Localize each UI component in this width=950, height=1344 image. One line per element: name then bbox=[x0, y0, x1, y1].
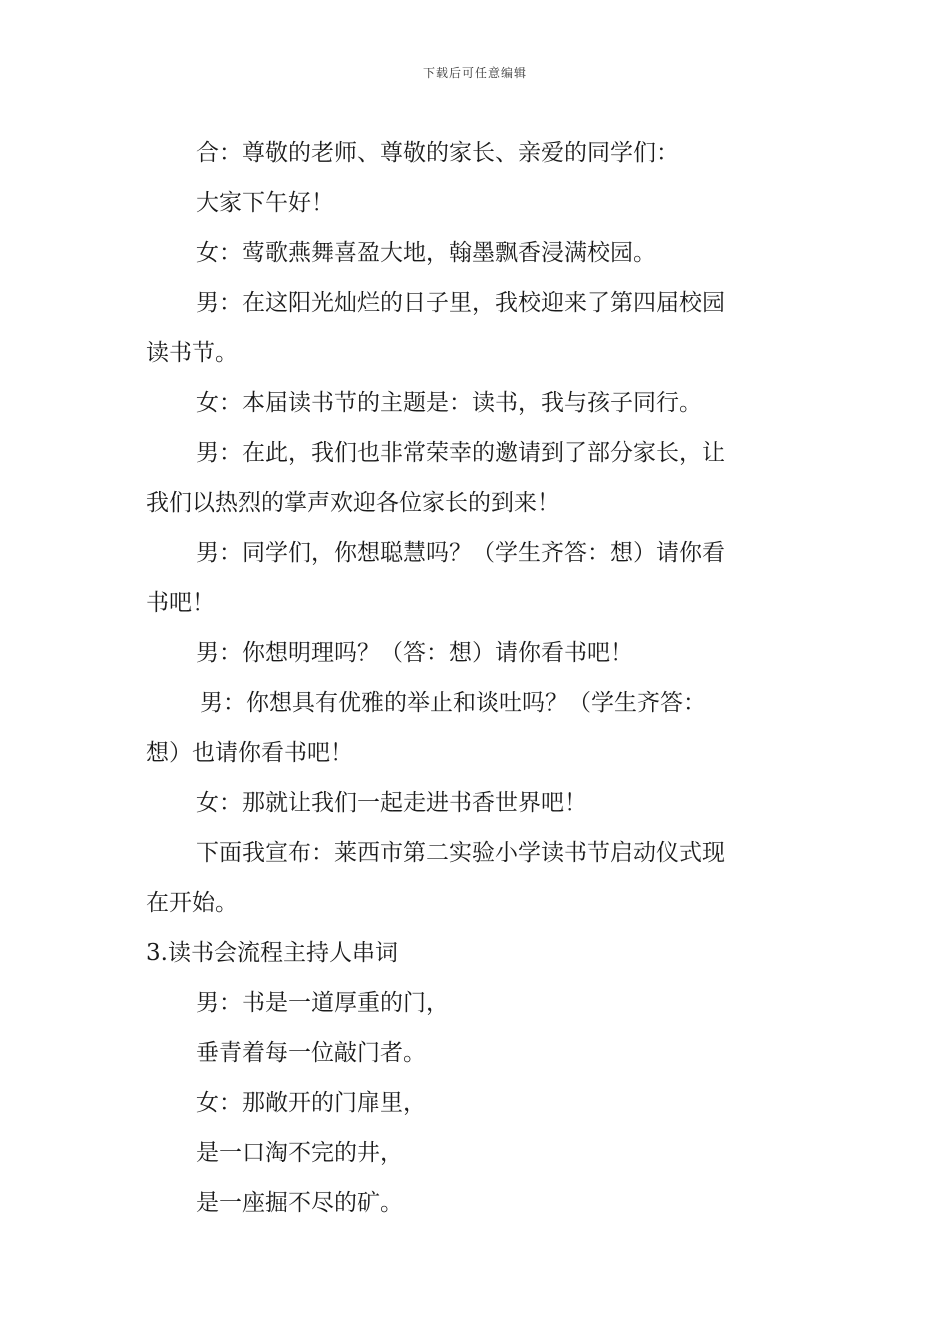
male-host-line-continued: 读书节。 bbox=[146, 340, 238, 366]
male-host-reason-line: 男：你想明理吗？（答：想）请你看书吧！ bbox=[196, 640, 633, 666]
male-host-line: 男：在这阳光灿烂的日子里，我校迎来了第四届校园 bbox=[196, 290, 725, 316]
document-body bbox=[146, 128, 810, 1228]
male-host-manners-line: 男：你想具有优雅的举止和谈吐吗？（学生齐答： bbox=[200, 690, 706, 716]
male-host-question-line-continued: 书吧！ bbox=[146, 590, 215, 616]
female-host-world-line: 女：那就让我们一起走进书香世界吧！ bbox=[196, 790, 587, 816]
poem-line: 垂青着每一位敲门者。 bbox=[196, 1040, 426, 1066]
male-host-question-line: 男：同学们，你想聪慧吗？（学生齐答：想）请你看 bbox=[196, 540, 725, 566]
poem-line: 是一座掘不尽的矿。 bbox=[196, 1190, 403, 1216]
greeting-afternoon-line: 大家下午好！ bbox=[196, 190, 334, 216]
female-host-line: 女：莺歌燕舞喜盈大地，翰墨飘香浸满校园。 bbox=[196, 240, 656, 266]
poem-line: 女：那敞开的门扉里， bbox=[196, 1090, 426, 1116]
male-host-invite-line-continued: 我们以热烈的掌声欢迎各位家长的到来！ bbox=[146, 490, 560, 516]
greeting-line: 合：尊敬的老师、尊敬的家长、亲爱的同学们： bbox=[196, 140, 679, 166]
male-host-manners-line-continued: 想）也请你看书吧！ bbox=[146, 740, 353, 766]
poem-line: 是一口淘不完的井， bbox=[196, 1140, 403, 1166]
page-header-note: 下载后可任意编辑 bbox=[422, 66, 527, 80]
section-heading: 3.读书会流程主持人串词 bbox=[146, 940, 398, 966]
announcement-line: 下面我宣布：莱西市第二实验小学读书节启动仪式现 bbox=[196, 840, 725, 866]
female-host-theme-line: 女：本届读书节的主题是：读书，我与孩子同行。 bbox=[196, 390, 702, 416]
announcement-line-continued: 在开始。 bbox=[146, 890, 238, 916]
poem-line: 男：书是一道厚重的门， bbox=[196, 990, 449, 1016]
male-host-invite-line: 男：在此，我们也非常荣幸的邀请到了部分家长，让 bbox=[196, 440, 725, 466]
